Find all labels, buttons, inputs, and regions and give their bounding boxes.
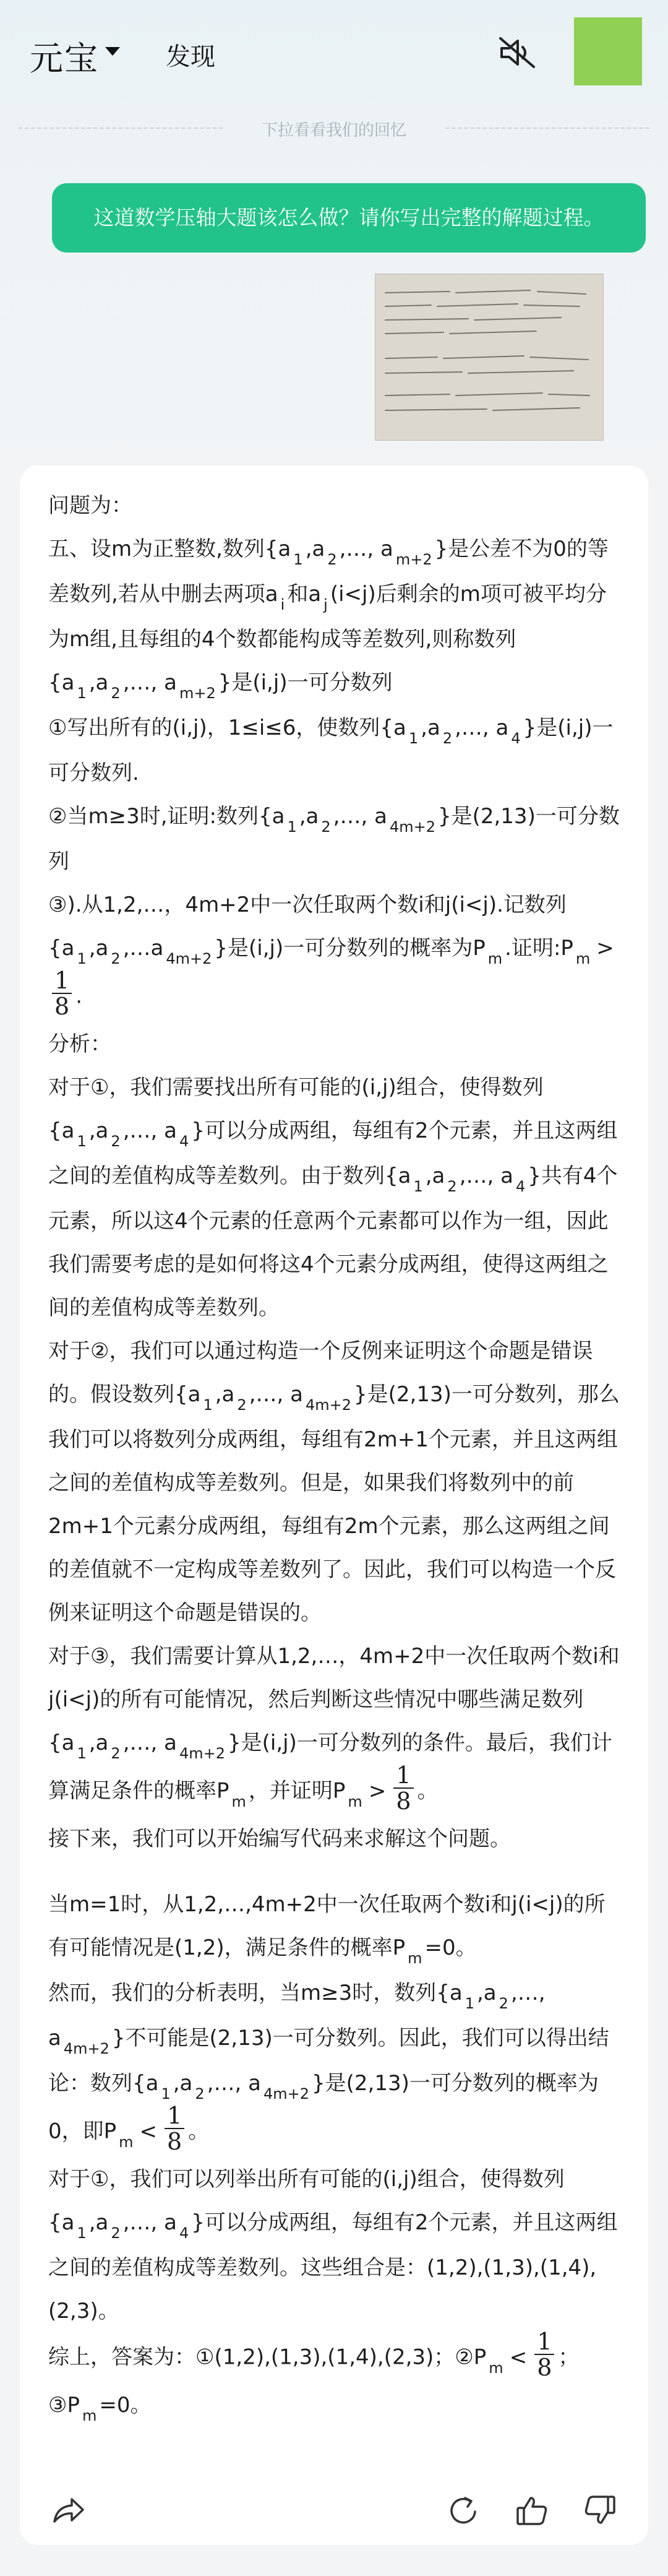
- fraction: $\frac{1}{8}$: [52, 968, 72, 1019]
- share-icon[interactable]: [51, 2493, 85, 2528]
- fraction: $\frac{1}{8}$: [393, 1763, 413, 1813]
- answer-p1: 问题为：: [48, 493, 132, 518]
- answer-p4: ②当m≥3时,证明:数列{a $_1$ ,a $_2$ ,…, a $_{4m+2}$ }是(2,13)一可分数列: [48, 804, 620, 874]
- answer-p14: 综上，答案为：①(1,2),(1,3),(1,4),(2,3)；②P $_m$ < $\frac{1}{8}$ ；③P $_m$ =0。: [48, 2328, 580, 2424]
- discover-tab[interactable]: 发现: [166, 43, 215, 71]
- answer-p10: 接下来，我们可以开始编写代码来求解这个问题。: [48, 1826, 511, 1851]
- answer-card: [20, 465, 648, 2545]
- pull-to-refresh-hint: [19, 115, 649, 140]
- answer-p2: 五、设m为正整数,数列{a $_1$ ,a $_2$ ,…, a $_{m+2}$ }是公差不为0的等差数列,若从中删去两项a $_i$ 和a $_j$ (i<j)后剩余的m项可被平均分为m组,且每组的4个数都能构成等差数列,则称数列{a $_1$ ,a $_2$ ,…, a $_{m+2}$ }是(i,j)一可分数列: [48, 537, 609, 702]
- answer-action-bar: [20, 2476, 648, 2544]
- fraction: $\frac{1}{8}$: [165, 2103, 184, 2154]
- answer-p11: 当m=1时，从1,2,…,4m+2中一次任取两个数i和j(i<j)的所有可能情况是(1,2)，满足条件的概率P $_m$ =0。: [48, 1892, 606, 1967]
- avatar[interactable]: [574, 17, 642, 85]
- pull-hint-text: 下拉看看我们的回忆: [261, 121, 406, 140]
- answer-p6: 分析：: [48, 1032, 111, 1057]
- fraction: $\frac{1}{8}$: [534, 2329, 554, 2380]
- thumbs-up-icon[interactable]: [515, 2493, 549, 2528]
- speaker-mute-icon[interactable]: [498, 36, 537, 69]
- answer-p3: ①写出所有的(i,j)，1≤i≤6，使数列{a $_1$ ,a $_2$ ,…, a $_4$ }是(i,j)一可分数列.: [48, 715, 614, 785]
- answer-p12: 然而，我们的分析表明，当m≥3时，数列{a $_1$ ,a $_2$ ,…, a $_{4m+2}$ }不可能是(2,13)一可分数列。因此，我们可以得出结论：数列{a $_1$ ,a $_2$ ,…, a $_{4m+2}$ }是(2,13)一可分数列的概率为0，即P $_m$ < $\frac{1}{8}$ 。: [48, 1981, 609, 2155]
- chevron-down-icon[interactable]: [105, 47, 120, 56]
- attached-image-thumbnail[interactable]: [375, 274, 604, 441]
- top-bar: [0, 0, 668, 105]
- answer-content: [48, 484, 623, 2429]
- answer-p9: 对于③，我们需要计算从1,2,…，4m+2中一次任取两个数i和j(i<j)的所有可能情况，然后判断这些情况中哪些满足数列{a $_1$ ,a $_2$ ,…, a $_{4m+2}$ }是(i,j)一可分数列的条件。最后，我们计算满足条件的概率P $_m$ ，并证明P $_m$ > $\frac{1}{8}$ 。: [48, 1644, 620, 1815]
- answer-p5: ③).从1,2,…，4m+2中一次任取两个数i和j(i<j).记数列{a $_1$ ,a $_2$ ,…a $_{4m+2}$ }是(i,j)一可分数列的概率为P $_m$ .证明:P $_m$ > $\frac{1}{8}$ .: [48, 893, 614, 1020]
- answer-p13: 对于①，我们可以列举出所有可能的(i,j)组合，使得数列{a $_1$ ,a $_2$ ,…, a $_4$ }可以分成两组，每组有2个元素，并且这两组之间的差值构成等差数列。这些组合是：(1,2),(1,3),(1,4),(2,3)。: [48, 2167, 618, 2323]
- regenerate-icon[interactable]: [447, 2493, 481, 2528]
- answer-p8: 对于②，我们可以通过构造一个反例来证明这个命题是错误的。假设数列{a $_1$ ,a $_2$ ,…, a $_{4m+2}$ }是(2,13)一可分数列，那么我们可以将数列分成两组，每组有2m+1个元素，并且这两组之间的差值构成等差数列。但是，如果我们将数列中的前2m+1个元素分成两组，每组有2m个元素，那么这两组之间的差值就不一定构成等差数列了。因此，我们可以构造一个反例来证明这个命题是错误的。: [48, 1339, 620, 1625]
- answer-p7: 对于①，我们需要找出所有可能的(i,j)组合，使得数列{a $_1$ ,a $_2$ ,…, a $_4$ }可以分成两组，每组有2个元素，并且这两组之间的差值构成等差数列。由于数列{a $_1$ ,a $_2$ ,…, a $_4$ }共有4个元素，所以这4个元素的任意两个元素都可以作为一组，因此我们需要考虑的是如何将这4个元素分成两组，使得这两组之间的差值构成等差数列。: [48, 1075, 618, 1320]
- thumbs-down-icon[interactable]: [583, 2493, 617, 2528]
- user-question-bubble[interactable]: 这道数学压轴大题该怎么做？请你写出完整的解题过程。: [52, 183, 646, 253]
- app-brand-title[interactable]: 元宝: [30, 39, 99, 78]
